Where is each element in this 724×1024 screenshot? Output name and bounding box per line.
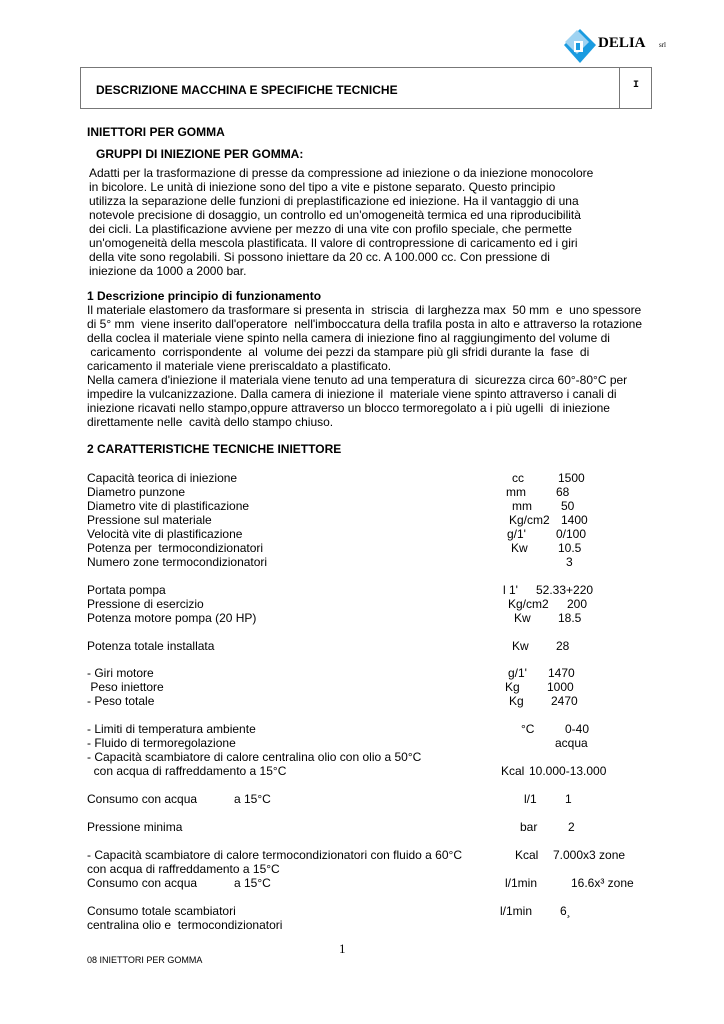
spec-row	[87, 541, 647, 555]
spec-label: - Fluido di termoregolazione	[87, 736, 236, 750]
spec-row	[87, 918, 647, 932]
spec-value: 16.6x³ zone	[571, 876, 634, 890]
spec-label: Pressione sul materiale	[87, 513, 212, 527]
spec-value: 6¸	[560, 904, 571, 918]
page-number: 1	[339, 941, 346, 956]
spec-unit: l 1'	[503, 583, 518, 597]
spec-row	[87, 792, 647, 806]
spec-value: acqua	[555, 736, 588, 750]
spec-value: 18.5	[558, 611, 582, 625]
spec-row	[87, 527, 647, 541]
spec-row	[87, 639, 647, 653]
paragraph-line: Il materiale elastomero da trasformare si presenta in striscia di larghezza max 50 mm e uno spessore	[87, 303, 642, 317]
paragraph-line: iniezione ricavati nello stampo,oppure attraverso un blocco termoregolato a i più ugelli di iniezione	[87, 401, 610, 415]
paragraph-line: direttamente nelle cavità dello stampo chiuso.	[87, 415, 334, 429]
spec-value: 0-40	[565, 722, 590, 736]
spec-value: 2470	[551, 694, 578, 708]
logo-name: DELIA	[598, 35, 646, 51]
spec-unit: mm	[512, 499, 532, 513]
spec-value: 2	[568, 820, 575, 834]
spec-row	[87, 499, 647, 513]
spec-label: Diametro punzone	[87, 485, 186, 499]
diamond-logo-icon	[563, 28, 597, 64]
spec-value: 1500	[558, 471, 585, 485]
spec-row	[87, 848, 647, 862]
spec-label: Consumo con acqua	[87, 876, 198, 890]
spec-row	[87, 862, 647, 876]
header-divider	[619, 68, 620, 108]
spec-value: 1000	[547, 680, 574, 694]
spec-label: Numero zone termocondizionatori	[87, 555, 268, 569]
company-logo	[563, 28, 693, 64]
spec-label: Potenza per termocondizionatori	[87, 541, 264, 555]
spec-value: 10.000-13.000	[529, 764, 607, 778]
spec-label: Peso iniettore	[87, 680, 164, 694]
spec-row	[87, 764, 647, 778]
spec-label: Capacità teorica di iniezione	[87, 471, 238, 485]
spec-row	[87, 485, 647, 499]
spec-unit: Kcal	[501, 764, 525, 778]
spec-unit: Kg/cm2	[508, 597, 549, 611]
logo-suffix: srl	[659, 41, 666, 49]
spec-value: 1	[565, 792, 572, 806]
spec-unit: Kw	[514, 611, 531, 625]
spec-unit: Kg/cm2	[509, 513, 550, 527]
paragraph-line: della vite sono regolabili. Si possono iniettare da 20 cc. A 100.000 cc. Con pressione di	[89, 250, 550, 264]
spec-row	[87, 471, 647, 485]
spec-value: 200	[567, 597, 588, 611]
spec-unit: bar	[520, 820, 538, 834]
spec-row	[87, 555, 647, 569]
spec-value: 3	[566, 555, 573, 569]
spec-label: Pressione minima	[87, 820, 183, 834]
spec-label: con acqua di raffreddamento a 15°C	[87, 862, 280, 876]
spec-label: centralina olio e termocondizionatori	[87, 918, 283, 932]
spec-unit: g/1'	[507, 527, 526, 541]
spec-value: 1400	[561, 513, 588, 527]
spec-unit: Kg	[509, 694, 524, 708]
spec-row	[87, 666, 647, 680]
spec-label: con acqua di raffreddamento a 15°C	[87, 764, 287, 778]
spec-unit: l/1min	[500, 904, 533, 918]
spec-label: Pressione di esercizio	[87, 597, 204, 611]
spec-unit: Kw	[511, 541, 528, 555]
paragraph-line: iniezione da 1000 a 2000 bar.	[89, 264, 247, 278]
spec-row	[87, 597, 647, 611]
spec-label: - Capacità scambiatore di calore termocondizionatori con fluido a 60°C	[87, 848, 462, 862]
heading-gruppi: GRUPPI DI INIEZIONE PER GOMMA:	[96, 147, 304, 161]
spec-label: Consumo totale scambiatori	[87, 904, 236, 918]
spec-label: Diametro vite di plastificazione	[87, 499, 250, 513]
spec-row	[87, 736, 647, 750]
spec-label: Potenza totale installata	[87, 639, 215, 653]
spec-unit: g/1'	[508, 666, 527, 680]
spec-value: 52.33+220	[536, 583, 594, 597]
spec-unit: °C	[521, 722, 535, 736]
spec-label: Potenza motore pompa (20 HP)	[87, 611, 257, 625]
paragraph-line: notevole precisione di dosaggio, un controllo ed un'omogeneità termica ed una riproducibilità	[89, 208, 581, 222]
section1-title: 1 Descrizione principio di funzionamento	[87, 289, 322, 303]
spec-label: Velocità vite di plastificazione	[87, 527, 243, 541]
spec-condition: a 15°C	[234, 876, 271, 890]
spec-label: - Capacità scambiatore di calore centralina olio con olio a 50°C	[87, 750, 422, 764]
spec-value: 0/100	[556, 527, 587, 541]
heading-iniettori: INIETTORI PER GOMMA	[87, 125, 225, 139]
spec-unit: mm	[506, 485, 526, 499]
paragraph-line: Nella camera d'iniezione il materiala viene tenuto ad una temperatura di sicurezza circa 60°-80°C per	[87, 373, 628, 387]
paragraph-line: di 5° mm viene inserito dall'operatore nell'imboccatura della trafila posta in alto e attraverso la rotazione	[87, 317, 642, 331]
spec-value: 10.5	[558, 541, 582, 555]
spec-value: 7.000x3 zone	[553, 848, 626, 862]
paragraph-line: caricamento corrispondente al volume dei pezzi da stampare più gli sfridi durante la fase di	[87, 345, 590, 359]
spec-row	[87, 513, 647, 527]
spec-row	[87, 904, 647, 918]
spec-label: Portata pompa	[87, 583, 166, 597]
spec-label: - Limiti di temperatura ambiente	[87, 722, 256, 736]
paragraph-line: utilizza la separazione delle funzioni di preplastificazione ed iniezione. Ha il vantaggio di una	[89, 194, 579, 208]
spec-row	[87, 611, 647, 625]
section1-paragraph	[87, 303, 642, 429]
header-box	[80, 67, 652, 109]
paragraph-line: Adatti per la trasformazione di presse da compressione ad iniezione o da iniezione monocolore	[89, 166, 594, 180]
document-title: DESCRIZIONE MACCHINA E SPECIFICHE TECNICHE	[96, 83, 398, 97]
spec-unit: Kg	[505, 680, 520, 694]
intro-paragraph	[89, 166, 593, 278]
spec-value: 50	[561, 499, 575, 513]
spec-row	[87, 750, 647, 764]
spec-value: 28	[556, 639, 570, 653]
spec-unit: Kw	[512, 639, 529, 653]
spec-row	[87, 694, 647, 708]
spec-value: 1470	[548, 666, 575, 680]
section-index: I	[633, 80, 640, 91]
spec-unit: l/1min	[505, 876, 538, 890]
paragraph-line: impedire la vulcanizzazione. Dalla camera di iniezione il materiale viene spinto attraverso i canali di	[87, 387, 617, 401]
paragraph-line: caricamento il materiale viene preriscaldato a plastificato.	[87, 359, 392, 373]
spec-label: Consumo con acqua	[87, 792, 198, 806]
spec-unit: cc	[512, 471, 524, 485]
paragraph-line: dei cicli. La plastificazione avviene per mezzo di una vite con profilo speciale, che permette	[89, 222, 572, 236]
spec-row	[87, 820, 647, 834]
spec-row	[87, 680, 647, 694]
paragraph-line: in bicolore. Le unità di iniezione sono del tipo a vite e pistone separato. Questo principio	[89, 180, 556, 194]
paragraph-line: della coclea il materiale viene spinto nella camera di iniezione fino al raggiungimento del volume di	[87, 331, 610, 345]
spec-label: - Peso totale	[87, 694, 155, 708]
paragraph-line: un'omogeneità della mescola plastificata. Il valore di contropressione di caricamento ed i giri	[89, 236, 578, 250]
spec-label: - Giri motore	[87, 666, 154, 680]
spec-unit: Kcal	[515, 848, 539, 862]
spec-unit: l/1	[524, 792, 537, 806]
spec-row	[87, 876, 647, 890]
spec-value: 68	[556, 485, 570, 499]
spec-row	[87, 583, 647, 597]
spec-condition: a 15°C	[234, 792, 271, 806]
spec-row	[87, 722, 647, 736]
section2-title: 2 CARATTERISTICHE TECNICHE INIETTORE	[87, 442, 342, 456]
footer-doc-name: 08 INIETTORI PER GOMMA	[87, 955, 203, 965]
